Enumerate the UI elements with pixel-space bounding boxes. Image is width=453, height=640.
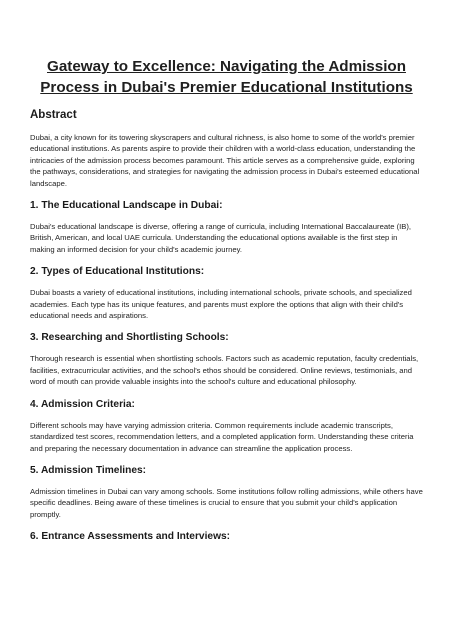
section-educational-landscape	[30, 199, 423, 255]
section-paragraph: Admission timelines in Dubai can vary among schools. Some institutions follow rolling admissions, while others have specific deadlines. Being aware of these timelines is crucial to ensure that you submit your child's application promptly.	[30, 486, 423, 519]
section-heading: 4. Admission Criteria:	[30, 398, 135, 410]
section-admission-criteria	[30, 398, 423, 454]
section-heading: 3. Researching and Shortlisting Schools:	[30, 332, 229, 344]
abstract-paragraph: Dubai, a city known for its towering skyscrapers and cultural richness, is also home to some of the world's premier educational institutions. As parents aspire to provide their children with a world-class education, understanding the intricacies of the admission process becomes paramount. This article serves as a comprehensive guide, exploring the pathways, considerations, and strategies for navigating the admission process in Dubai's esteemed educational landscape.	[30, 133, 420, 188]
section-heading: 1. The Educational Landscape in Dubai:	[30, 200, 223, 212]
section-researching-schools	[30, 331, 423, 387]
section-heading: 6. Entrance Assessments and Interviews:	[30, 531, 231, 543]
section-heading: 5. Admission Timelines:	[30, 464, 147, 476]
section-paragraph: Different schools may have varying admission criteria. Common requirements include academic transcripts, standardized test scores, recommendation letters, and a completed application form. Understanding these criteria and preparing the necessary documentation in advance can streamline the application process.	[30, 420, 414, 453]
section-paragraph: Dubai boasts a variety of educational institutions, including international schools, private schools, and specialized academies. Each type has its unique features, and parents must explore the options that align with their child's educational needs and aspirations.	[30, 288, 412, 321]
section-admission-timelines	[30, 464, 423, 520]
document-title: Gateway to Excellence: Navigating the Admission Process in Dubai's Premier Educational Institutions	[40, 58, 413, 96]
section-paragraph: Thorough research is essential when shortlisting schools. Factors such as academic reputation, faculty credentials, facilities, extracurricular activities, and the school's ethos should be considered. Online reviews, testimonials, and word of mouth can provide valuable insights into the school's culture and educational philosophy.	[30, 354, 419, 387]
section-entrance-assessments	[30, 530, 423, 543]
section-paragraph: Dubai's educational landscape is diverse, offering a range of curricula, including International Baccalaureate (IB), British, American, and local UAE curricula. Understanding the educational options available is the first step in making an informed decision for your child's academic journey.	[30, 222, 412, 254]
section-heading: 2. Types of Educational Institutions:	[30, 266, 205, 278]
section-types-of-institutions	[30, 265, 423, 321]
abstract-heading: Abstract	[30, 109, 77, 121]
